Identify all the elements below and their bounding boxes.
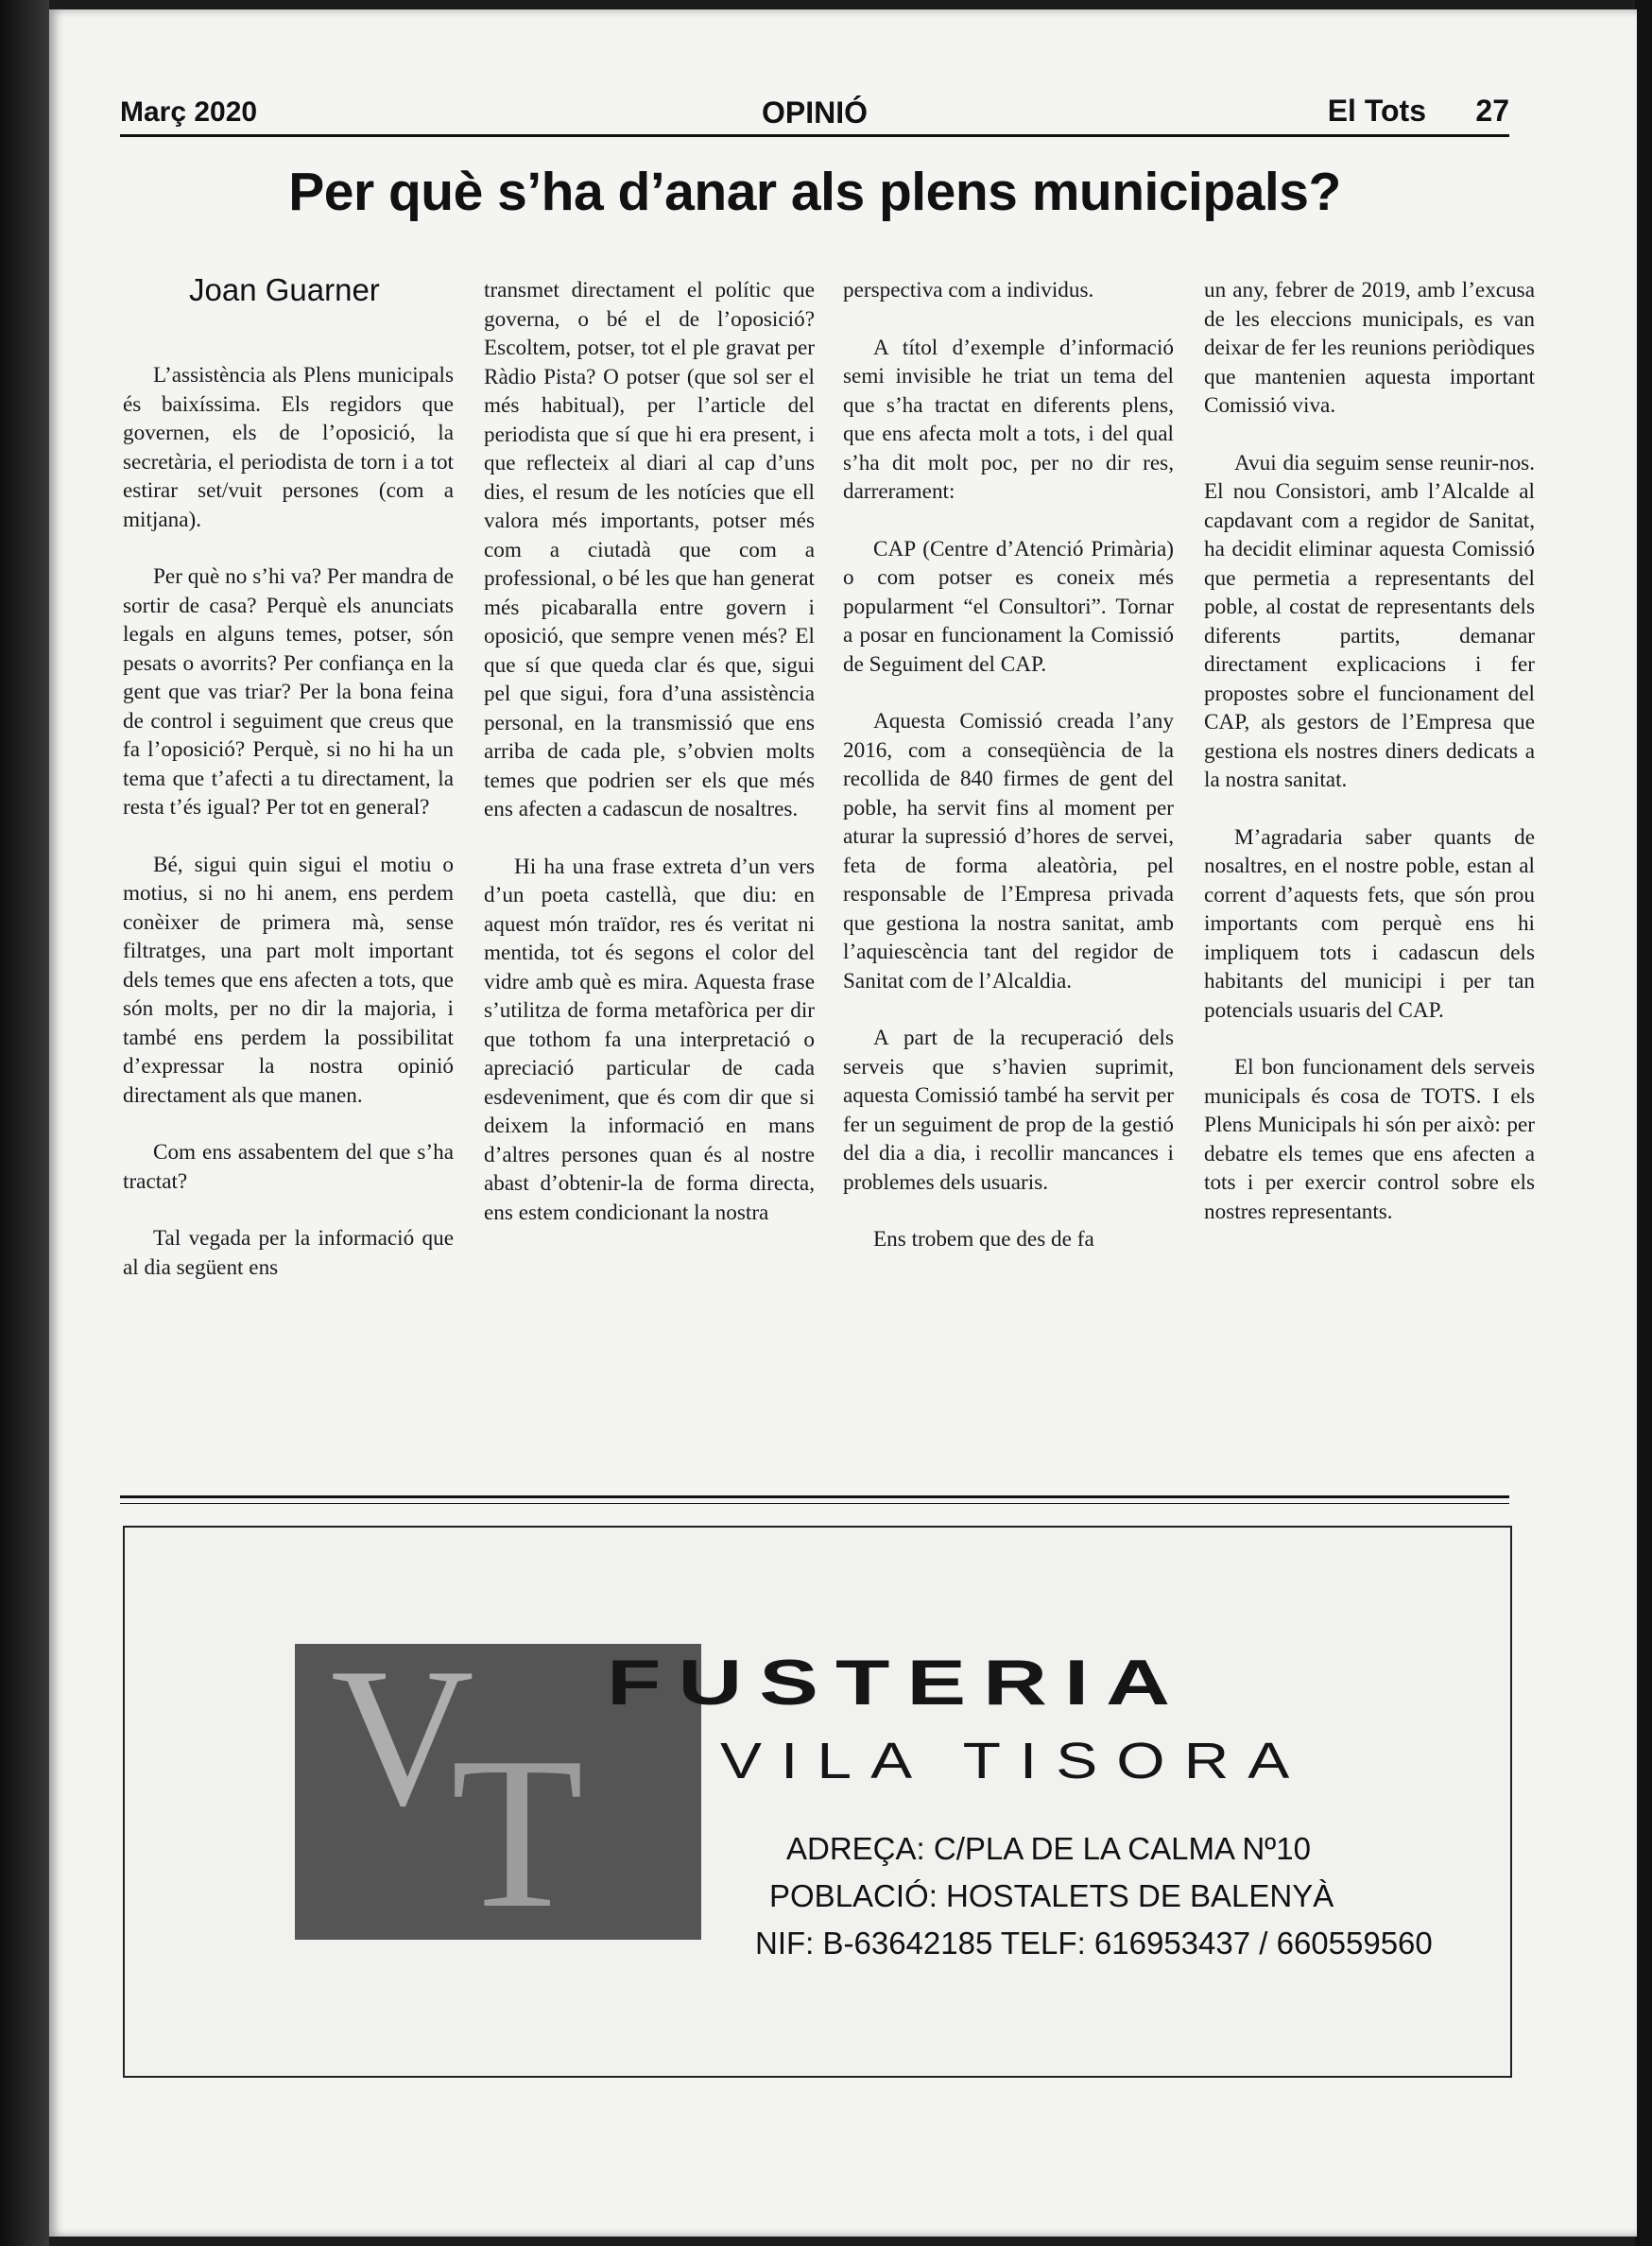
- paragraph: Aquesta Comissió creada l’any 2016, com a conseqüència de la recollida de 840 firmes de gent del poble, ha servit fins al moment per aturar la supressió d’hores de servei, feta de forma aleatòria, pel responsable de l’Empresa privada que gestiona la nostra sanitat, amb l’aquiescència tant del regidor de Sanitat com de l’Alcaldia.: [843, 709, 1174, 993]
- paragraph: perspectiva com a individus.: [843, 278, 1094, 302]
- paragraph: A part de la recuperació dels serveis que s’havien suprimit, aquesta Comissió també ha servit per fer un seguiment de prop de la gestió del dia a dia, i recollir mancances i problemes dels usuaris.: [843, 1026, 1174, 1195]
- paragraph: El bon funcionament dels serveis municipals és cosa de TOTS. I els Plens Municipals hi són per això: per debatre els temes que ens afecten a tots i per exercir control sobre els nostres representants.: [1204, 1055, 1535, 1224]
- logo-letter-v: V: [331, 1628, 474, 1847]
- page-header: [120, 83, 1509, 137]
- article-author: Joan Guarner: [189, 272, 380, 307]
- paragraph: Tal vegada per la informació que al dia següent ens: [123, 1226, 454, 1280]
- logo-letter-t: T: [451, 1712, 584, 1953]
- address-line: ADREÇA: C/PLA DE LA CALMA Nº10: [786, 1831, 1311, 1866]
- divider-thin: [120, 1503, 1509, 1504]
- article-column-2: [484, 276, 815, 1477]
- issue-date: Març 2020: [120, 96, 258, 128]
- brand-name: FUSTERIA: [607, 1646, 1187, 1719]
- advertisement-box: [123, 1526, 1512, 2078]
- brand-subtitle: VILA TISORA: [720, 1731, 1309, 1789]
- article-column-3: [843, 276, 1174, 1477]
- advertisement-content: [295, 1628, 1433, 1961]
- town-line: POBLACIÓ: HOSTALETS DE BALENYÀ: [769, 1878, 1334, 1913]
- scan-shadow-left: [0, 0, 49, 2246]
- paragraph: Ens trobem que des de fa: [873, 1227, 1094, 1252]
- article-title: Per què s’ha d’anar als plens municipals?: [288, 162, 1341, 222]
- paragraph: un any, febrer de 2019, amb l’excusa de les eleccions municipals, es van deixar de fer les reunions periòdiques que mantenien aquesta important Comissió viva.: [1204, 278, 1535, 418]
- paragraph: CAP (Centre d’Atenció Primària) o com potser es coneix més popularment “el Consultori”. Tornar a posar en funcionament la Comissió de Seguiment del CAP.: [843, 536, 1174, 677]
- newspaper-page: [49, 9, 1637, 2237]
- scan-shadow-right: [1635, 0, 1652, 2246]
- paragraph: Hi ha una frase extreta d’un vers d’un poeta castellà, que diu: en aquest món traïdor, res és veritat ni mentida, tot és segons el color del vidre amb què es mira. Aquesta frase s’utilitza de forma metafòrica per dir que tothom fa una interpretació o apreciació particular de cada esdeveniment, que és com dir que si deixem la informació en mans d’altres persones quan és al nostre abast d’obtenir-la de forma directa, ens estem condicionant la nostra: [484, 854, 815, 1225]
- section-title: OPINIÓ: [761, 95, 868, 130]
- divider-thick: [120, 1495, 1509, 1498]
- paragraph: Per què no s’hi va? Per mandra de sortir de casa? Perquè els anunciats legals en alguns temes, potser, són pesats o avorrits? Per confiança en la gent que vas triar? Per la bona feina de control i seguiment que creus que fa l’oposició? Perquè, si no hi ha un tema que t’afecti a tu directament, la resta t’és igual? Per tot en general?: [123, 564, 454, 820]
- paragraph: transmet directament el polític que governa, o bé el de l’oposició? Escoltem, potser, tot el ple gravat per Ràdio Pista? O potser (que sol ser el més habitual), per l’article del periodista que sí que hi era present, i que reflecteix al diari al cap d’uns dies, el resum de les notícies que ell valora més importants, potser més com a ciutadà que com a professional, o bé les que han generat més picabaralla entre govern i oposició, que sempre venen més? El que sí que queda clar és que, sigui pel que sigui, fora d’una assistència personal, en la transmissió que ens arriba de cada ple, s’obvien molts temes que podrien ser els que més ens afecten a cadascun de nosaltres.: [484, 278, 815, 821]
- article-column-4: [1204, 276, 1535, 1477]
- article-column-1: [123, 361, 454, 1486]
- paragraph: L’assistència als Plens municipals és baixíssima. Els regidors que governen, els de l’oposició, la secretària, el periodista de torn i a tot estirar set/vuit persones (com a mitjana).: [123, 363, 454, 532]
- publication-name: El Tots: [1327, 94, 1426, 128]
- paragraph: Bé, sigui quin sigui el motiu o motius, si no hi anem, ens perdem conèixer de primera mà, sense filtratges, una part molt important dels temes que ens afecten a tots, que són molts, per no dir la majoria, i també ens perdem la possibilitat d’expressar la nostra opinió directament als que manen.: [123, 852, 454, 1108]
- page-number: 27: [1475, 94, 1509, 128]
- paragraph: M’agradaria saber quants de nosaltres, en el nostre poble, estan al corrent d’aquests fets, que són prou importants com perquè ens hi impliquem tots i cadascun dels habitants del municipi i per tan potencials usuaris del CAP.: [1204, 824, 1535, 1023]
- contact-line: NIF: B-63642185 TELF: 616953437 / 660559560: [755, 1926, 1433, 1961]
- paragraph: Avui dia seguim sense reunir-nos. El nou Consistori, amb l’Alcalde al capdavant com a regidor de Sanitat, ha decidit eliminar aquesta Comissió que permetia a representants del poble, al costat de representants dels diferents partits, demanar directament explicacions i fer propostes sobre el funcionament del CAP, als gestors de l’Empresa que gestiona els nostres diners dedicats a la nostra sanitat.: [1204, 450, 1535, 792]
- paragraph: Com ens assabentem del que s’ha tractat?: [123, 1140, 454, 1194]
- paragraph: A títol d’exemple d’informació semi invisible he triat un tema del que s’ha tractat en diferents plens, que ens afecta molt a tots, i del qual s’ha dit molt poc, per no dir res, darrerament:: [843, 335, 1174, 504]
